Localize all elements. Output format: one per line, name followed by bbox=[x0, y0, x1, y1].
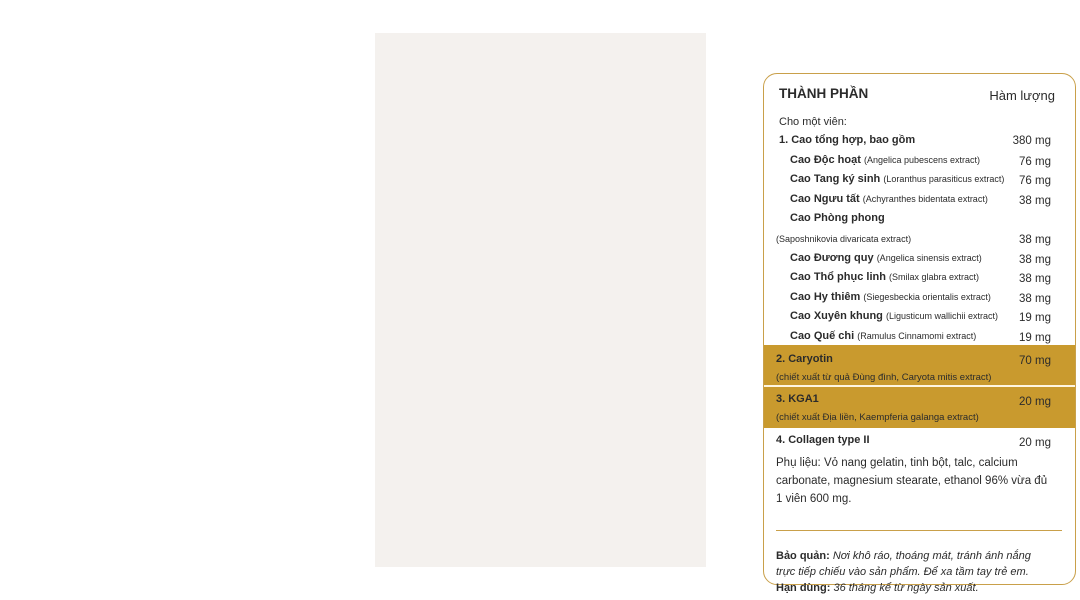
subitem-latin: (Smilax glabra extract) bbox=[889, 272, 980, 282]
item4-name: 4. Collagen type II bbox=[776, 434, 870, 446]
excipients-line: 1 viên 600 mg. bbox=[776, 493, 852, 505]
subitem-row bbox=[790, 153, 980, 167]
subitem-amount: 19 mg bbox=[1019, 332, 1051, 344]
subitem-latin: (Saposhnikovia divaricata extract) bbox=[776, 234, 912, 244]
item4-amount: 20 mg bbox=[1019, 437, 1051, 449]
subitem-name: Cao Độc hoạt bbox=[790, 154, 861, 166]
item1-amount: 380 mg bbox=[1012, 135, 1051, 147]
excipients-line: carbonate, magnesium stearate, ethanol 96% vừa đủ bbox=[776, 475, 1048, 487]
intro-text: Cho một viên: bbox=[779, 116, 847, 128]
subitem-row bbox=[790, 172, 1004, 186]
storage-label: Bảo quản: bbox=[776, 550, 830, 562]
subitem-amount: 38 mg bbox=[1019, 273, 1051, 285]
subitem-name: Cao Hy thiêm bbox=[790, 291, 861, 303]
storage-text: Nơi khô ráo, thoáng mát, tránh ánh nắng bbox=[832, 550, 1031, 562]
subitem-latin: (Achyranthes bidentata extract) bbox=[862, 194, 988, 204]
product-label bbox=[375, 33, 1055, 594]
expiry-text: 36 tháng kể từ ngày sản xuất. bbox=[833, 582, 979, 594]
subitem-name: Cao Xuyên khung bbox=[790, 310, 883, 322]
subitem-latin: (Siegesbeckia orientalis extract) bbox=[863, 292, 991, 302]
expiry-label: Hạn dùng: bbox=[776, 582, 831, 594]
item2-amount: 70 mg bbox=[1019, 355, 1051, 367]
item2-desc: (chiết xuất từ quả Đùng đình, Caryota mitis extract) bbox=[776, 372, 992, 383]
section-divider bbox=[776, 530, 1062, 531]
subitem-amount: 38 mg bbox=[1019, 195, 1051, 207]
subitem-latin: (Angelica pubescens extract) bbox=[863, 155, 981, 165]
storage-line bbox=[776, 548, 1031, 564]
ingredients-frame bbox=[763, 73, 1076, 594]
subitem-row bbox=[790, 290, 991, 304]
subitem-name: Cao Quế chi bbox=[790, 330, 855, 342]
subitem-name: Cao Phòng phong bbox=[790, 212, 885, 224]
expiry-line bbox=[776, 580, 979, 596]
subitem-row bbox=[790, 270, 979, 284]
subitem-amount: 76 mg bbox=[1019, 175, 1051, 187]
item1-name: 1. Cao tổng hợp, bao gồm bbox=[779, 134, 916, 146]
subitem-latin: (Ramulus Cinnamomi extract) bbox=[857, 331, 977, 341]
item3-name: 3. KGA1 bbox=[776, 393, 819, 405]
subitem-amount: 76 mg bbox=[1019, 156, 1051, 168]
subitem-row bbox=[790, 192, 988, 206]
item3-amount: 20 mg bbox=[1019, 396, 1051, 408]
excipients-line: Phụ liệu: Vỏ nang gelatin, tinh bột, talc, calcium bbox=[776, 457, 1018, 469]
item3-desc: (chiết xuất Địa liền, Kaempferia galanga extract) bbox=[776, 412, 979, 423]
subitem-latin: (Angelica sinensis extract) bbox=[876, 253, 982, 263]
subitem-name: Cao Tang ký sinh bbox=[790, 173, 881, 185]
subitem-name: Cao Đương quy bbox=[790, 252, 874, 264]
storage-text-2: trực tiếp chiếu vào sản phẩm. Để xa tầm tay trẻ em. bbox=[776, 566, 1029, 578]
subitem-row bbox=[790, 251, 982, 265]
item2-name: 2. Caryotin bbox=[776, 353, 833, 365]
subitem-row bbox=[790, 309, 998, 323]
subitem-amount: 38 mg bbox=[1019, 234, 1051, 246]
subitem-amount: 38 mg bbox=[1019, 254, 1051, 266]
subitem-amount: 19 mg bbox=[1019, 312, 1051, 324]
subitem-latin: (Loranthus parasiticus extract) bbox=[883, 174, 1005, 184]
amount-column-header: Hàm lượng bbox=[989, 88, 1055, 103]
subitem-latin: (Ligusticum wallichii extract) bbox=[885, 311, 998, 321]
subitem-name: Cao Ngưu tất bbox=[790, 193, 860, 205]
ingredients-title: THÀNH PHẦN bbox=[779, 86, 869, 101]
subitem-amount: 38 mg bbox=[1019, 293, 1051, 305]
subitem-name: Cao Thổ phục linh bbox=[790, 271, 886, 283]
subitem-row bbox=[790, 329, 976, 343]
band-divider bbox=[764, 385, 1075, 387]
